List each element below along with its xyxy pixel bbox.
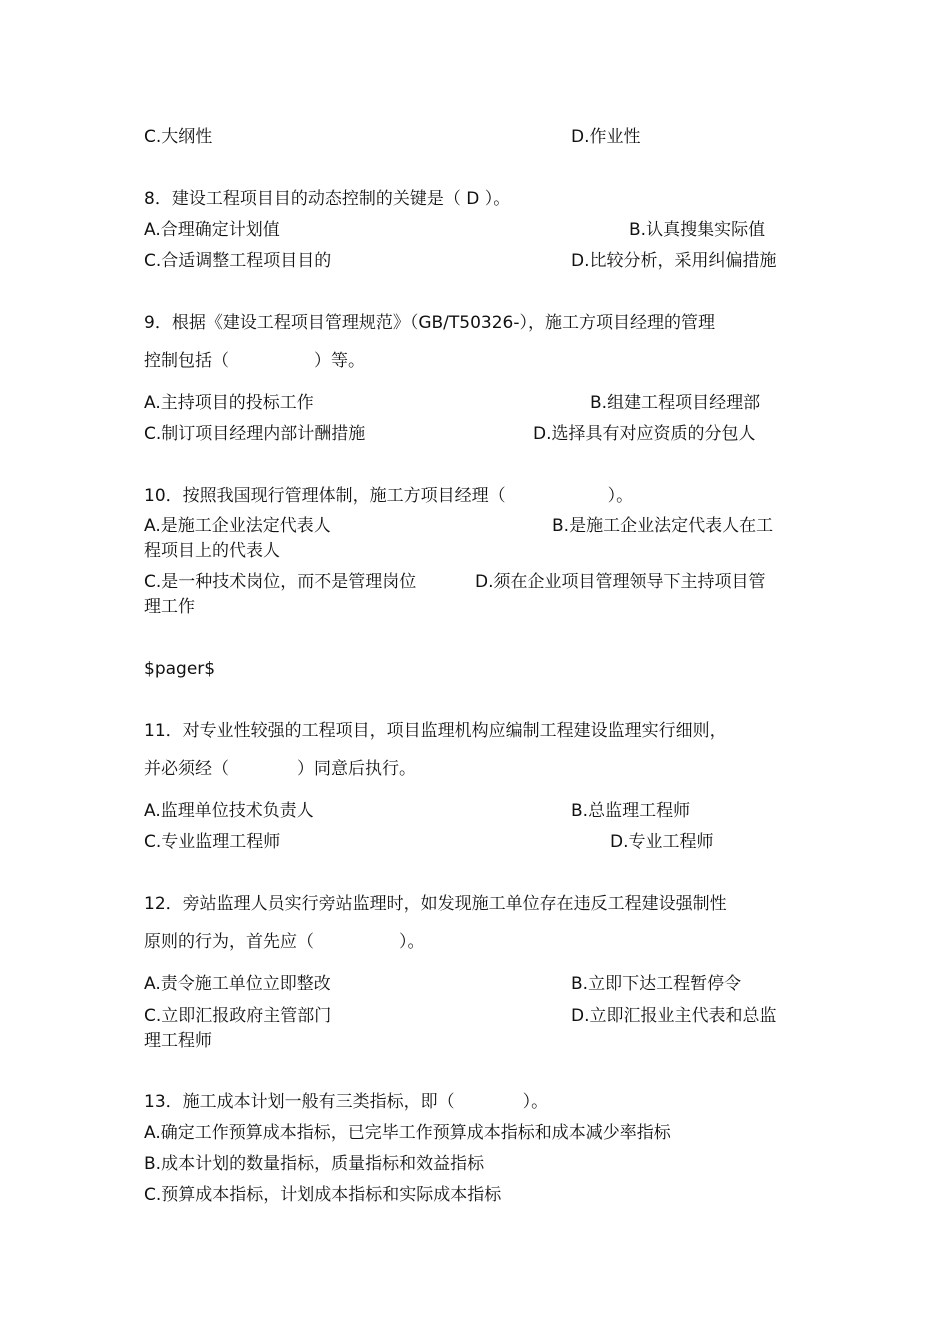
q7-option-d: D.作业性 (571, 127, 641, 147)
q10-stem: 10．按照我国现行管理体制，施工方项目经理（ ）。 (144, 486, 634, 506)
q12-stem-line1: 12．旁站监理人员实行旁站监理时，如发现施工单位存在违反工程建设强制性 (144, 894, 727, 914)
q9-stem-line2: 控制包括（ ）等。 (144, 351, 365, 371)
q10-option-b-line2: 程项目上的代表人 (144, 541, 280, 561)
q11-stem-line2: 并必须经（ ）同意后执行。 (144, 759, 416, 779)
q11-stem-line1: 11．对专业性较强的工程项目，项目监理机构应编制工程建设监理实行细则， (144, 721, 727, 741)
q9-option-a: A.主持项目的投标工作 (144, 393, 314, 413)
q11-option-c: C.专业监理工程师 (144, 832, 281, 852)
q11-option-b: B.总监理工程师 (571, 801, 691, 821)
q11-option-a: A.监理单位技术负责人 (144, 801, 314, 821)
pager-placeholder: $pager$ (144, 659, 216, 679)
q8-option-a: A.合理确定计划值 (144, 220, 280, 240)
q9-option-c: C.制订项目经理内部计酬措施 (144, 424, 366, 444)
q12-option-a: A.责令施工单位立即整改 (144, 974, 331, 994)
q9-stem-line1: 9．根据《建设工程项目管理规范》（GB/T50326-），施工方项目经理的管理 (144, 313, 715, 333)
q8-option-c: C.合适调整工程项目目的 (144, 251, 332, 271)
q10-option-d-line2: 理工作 (144, 597, 195, 617)
q10-option-c: C.是一种技术岗位，而不是管理岗位 (144, 572, 417, 592)
q9-option-b: B.组建工程项目经理部 (590, 393, 761, 413)
q8-option-b: B.认真搜集实际值 (629, 220, 766, 240)
q10-option-b-line1: B.是施工企业法定代表人在工 (552, 516, 774, 536)
q13-option-b: B.成本计划的数量指标，质量指标和效益指标 (144, 1154, 485, 1174)
q11-option-d: D.专业工程师 (610, 832, 714, 852)
q7-option-c: C.大纲性 (144, 127, 213, 147)
q12-option-b: B.立即下达工程暂停令 (571, 974, 742, 994)
q12-stem-line2: 原则的行为，首先应（ ）。 (144, 932, 425, 952)
q8-stem: 8．建设工程项目目的动态控制的关键是（ D ）。 (144, 189, 511, 209)
q10-option-d-line1: D.须在企业项目管理领导下主持项目管 (475, 572, 766, 592)
q8-option-d: D.比较分析，采用纠偏措施 (571, 251, 777, 271)
q9-option-d: D.选择具有对应资质的分包人 (533, 424, 756, 444)
q12-option-d-line1: D.立即汇报业主代表和总监 (571, 1006, 777, 1026)
q13-option-c: C.预算成本指标，计划成本指标和实际成本指标 (144, 1185, 502, 1205)
q12-option-c: C.立即汇报政府主管部门 (144, 1006, 332, 1026)
q12-option-d-line2: 理工程师 (144, 1031, 212, 1051)
q13-stem: 13．施工成本计划一般有三类指标，即（ ）。 (144, 1092, 549, 1112)
q10-option-a: A.是施工企业法定代表人 (144, 516, 331, 536)
q13-option-a: A.确定工作预算成本指标，已完毕工作预算成本指标和成本减少率指标 (144, 1123, 671, 1143)
